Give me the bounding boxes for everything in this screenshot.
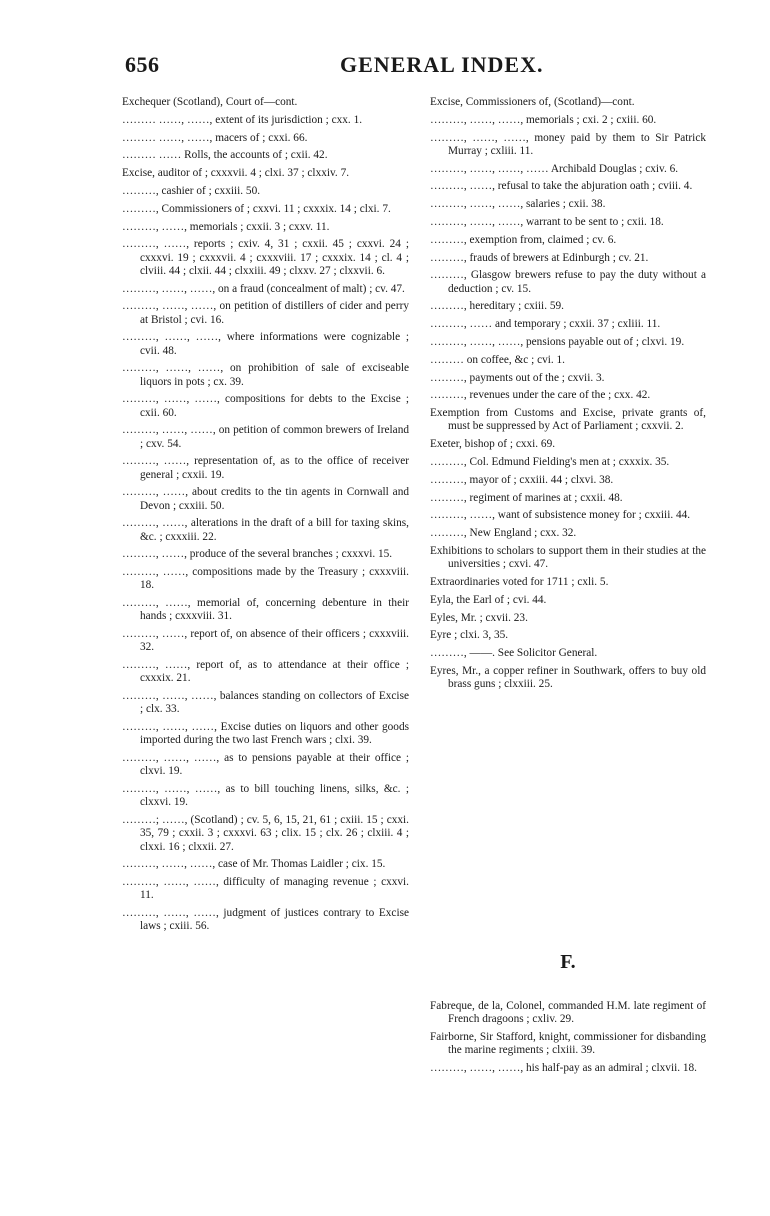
- index-entry: ………, ……, ……, …… Archibald Douglas ; cxiv. 6.: [430, 162, 679, 175]
- index-entry: Exhibitions to scholars to support them in their studies at the universities ; cxvi. 47.: [430, 544, 706, 571]
- index-entry: ………, ……, ……, warrant to be sent to ; cxii. 18.: [430, 215, 664, 228]
- index-entry: ……… ……, ……, extent of its jurisdiction ; cxx. 1.: [122, 113, 363, 126]
- index-entry: ………, ……, ……, on petition of common brewers of Ireland ; cxv. 54.: [122, 424, 409, 450]
- index-entry: ………, ……, memorial of, concerning debenture in their hands ; cxxxviii. 31.: [122, 597, 409, 623]
- index-entry: ………, ……, ……, money paid by them to Sir Patrick Murray ; cxliii. 11.: [430, 131, 706, 157]
- index-entry: Excise, Commissioners of, (Scotland)—cont.: [430, 96, 635, 108]
- index-entry: ………, ……, ……, on petition of distillers of cider and perry at Bristol ; cvi. 16.: [122, 300, 409, 326]
- index-entry: ………, frauds of brewers at Edinburgh ; cv. 21.: [430, 251, 649, 264]
- index-entry: ………, ……, alterations in the draft of a bill for taxing skins, &c. ; cxxxiii. 22.: [122, 517, 409, 543]
- index-entry: ………, ……, reports ; cxiv. 4, 31 ; cxxii. 45 ; cxxvi. 24 ; cxxxvi. 19 ; cxxxvii. 4 ; cxxxviii. 17 ; cxxxix. 14 ; cl. 4 ; clviii. 44 ; clxii. 44 ; clxxiii. 49 ; clxxv. 27 ; clxxvii. 6.: [122, 238, 409, 277]
- index-entry: ………, ……, ……, where informations were cognizable ; cvii. 48.: [122, 331, 409, 357]
- f-section-entries: [430, 1000, 706, 1080]
- index-entry: ………, ……, ……, pensions payable out of ; clxvi. 19.: [430, 335, 685, 348]
- index-entry: ………, ……, produce of the several branches ; cxxxvi. 15.: [122, 548, 393, 561]
- index-entry: ………, ……, about credits to the tin agents in Cornwall and Devon ; cxxiii. 50.: [122, 486, 409, 512]
- index-entry: Exemption from Customs and Excise, private grants of, must be suppressed by Act of Parliament ; cxxvii. 2.: [430, 407, 706, 433]
- index-entry: Fabreque, de la, Colonel, commanded H.M. late regiment of French dragoons ; cxliv. 29.: [430, 1000, 706, 1026]
- index-entry: ……… …… Rolls, the accounts of ; cxii. 42.: [122, 149, 328, 162]
- index-entry: ………, hereditary ; cxiii. 59.: [430, 300, 564, 313]
- index-entry: ………, ……, want of subsistence money for ; cxxiii. 44.: [430, 509, 691, 522]
- index-entry: ………, New England ; cxx. 32.: [430, 527, 577, 540]
- index-entry: ………, ……, compositions made by the Treasury ; cxxxviii. 18.: [122, 566, 409, 592]
- index-entry: Eyles, Mr. ; cxvii. 23.: [430, 611, 528, 624]
- right-column: [430, 96, 706, 696]
- index-entry: ………, Col. Edmund Fielding's men at ; cxxxix. 35.: [430, 455, 670, 468]
- index-entry: ………, ……, refusal to take the abjuration oath ; cviii. 4.: [430, 180, 693, 193]
- index-entry: ………, ……, report of, as to attendance at their office ; cxxxix. 21.: [122, 659, 409, 685]
- index-entry: ………, ……, ……, as to bill touching linens, silks, &c. ; clxxvi. 19.: [122, 783, 409, 809]
- index-entry: ………, ……, memorials ; cxxii. 3 ; cxxv. 11.: [122, 220, 330, 233]
- index-entry: ………, Glasgow brewers refuse to pay the duty without a deduction ; cv. 15.: [430, 269, 706, 295]
- index-entry: Exchequer (Scotland), Court of—cont.: [122, 96, 298, 108]
- index-entry: ………, mayor of ; cxxiii. 44 ; clxvi. 38.: [430, 473, 614, 486]
- index-entry: Exeter, bishop of ; cxxi. 69.: [430, 438, 556, 451]
- page-header: [125, 52, 705, 82]
- index-entry: ………, ……, ……, memorials ; cxi. 2 ; cxiii. 60.: [430, 113, 657, 126]
- index-entry: ………, revenues under the care of the ; cxx. 42.: [430, 389, 651, 402]
- index-entry: ………, ……, ……, as to pensions payable at their office ; clxvi. 19.: [122, 752, 409, 778]
- index-entry: Extraordinaries voted for 1711 ; cxli. 5.: [430, 575, 609, 588]
- index-entry: ………; ……, (Scotland) ; cv. 5, 6, 15, 21, 61 ; cxiii. 15 ; cxxi. 35, 79 ; cxxii. 3 ; cxxxvi. 63 ; clix. 15 ; clx. 26 ; clxiii. 4 ; clxxi. 16 ; clxxii. 27.: [122, 814, 409, 853]
- page-number: 656: [125, 52, 160, 77]
- index-entry: ………, payments out of the ; cxvii. 3.: [430, 371, 605, 384]
- index-entry: ………, ……, ……, on prohibition of sale of exciseable liquors in pots ; cx. 39.: [122, 362, 409, 388]
- index-entry: ……… on coffee, &c ; cvi. 1.: [430, 353, 566, 366]
- index-entry: ………, exemption from, claimed ; cv. 6.: [430, 233, 617, 246]
- index-entry: ………, cashier of ; cxxiii. 50.: [122, 184, 261, 197]
- index-entry: ………, ……, ……, difficulty of managing revenue ; cxxvi. 11.: [122, 876, 409, 902]
- index-entry: ………, ……, ……, case of Mr. Thomas Laidler ; cix. 15.: [122, 858, 386, 871]
- running-head: GENERAL INDEX.: [340, 52, 544, 77]
- index-entry: ………, ……, ……, compositions for debts to the Excise ; cxii. 60.: [122, 393, 409, 419]
- index-entry: ………, …… and temporary ; cxxii. 37 ; cxliii. 11.: [430, 318, 661, 331]
- index-entry: ………, ……, ……, Excise duties on liquors and other goods imported during the two last French wars ; clxi. 39.: [122, 721, 409, 747]
- index-entry: ………, ……, ……, salaries ; cxii. 38.: [430, 198, 606, 211]
- index-entry: ………, ……, representation of, as to the office of receiver general ; cxxii. 19.: [122, 455, 409, 481]
- index-entry: ………, ……, ……, his half-pay as an admiral ; clxvii. 18.: [430, 1062, 697, 1074]
- section-letter-heading: F.: [560, 951, 576, 973]
- index-entry: ………, Commissioners of ; cxxvi. 11 ; cxxxix. 14 ; clxi. 7.: [122, 202, 391, 215]
- index-entry: Eyres, Mr., a copper refiner in Southwark, offers to buy old brass guns ; clxxiii. 25.: [430, 664, 706, 691]
- index-entry: Excise, auditor of ; cxxxvii. 4 ; clxi. 37 ; clxxiv. 7.: [122, 167, 350, 180]
- left-column: [122, 96, 409, 938]
- index-entry: ………, ……, ……, judgment of justices contrary to Excise laws ; cxiii. 56.: [122, 907, 409, 933]
- index-entry: Eyla, the Earl of ; cvi. 44.: [430, 593, 547, 606]
- index-entry: ………, ……, report of, on absence of their officers ; cxxxviii. 32.: [122, 628, 409, 654]
- index-entry: ………, ……, ……, on a fraud (concealment of malt) ; cv. 47.: [122, 282, 405, 295]
- index-entry: ……… ……, ……, macers of ; cxxi. 66.: [122, 131, 308, 144]
- index-entry: Fairborne, Sir Stafford, knight, commissioner for disbanding the marine regiments ; clxiii. 39.: [430, 1031, 706, 1057]
- index-entry: ………, ——. See Solicitor General.: [430, 647, 598, 660]
- index-entry: ………, ……, ……, balances standing on collectors of Excise ; clx. 33.: [122, 690, 409, 716]
- index-entry: Eyre ; clxi. 3, 35.: [430, 629, 509, 642]
- index-entry: ………, regiment of marines at ; cxxii. 48.: [430, 491, 623, 504]
